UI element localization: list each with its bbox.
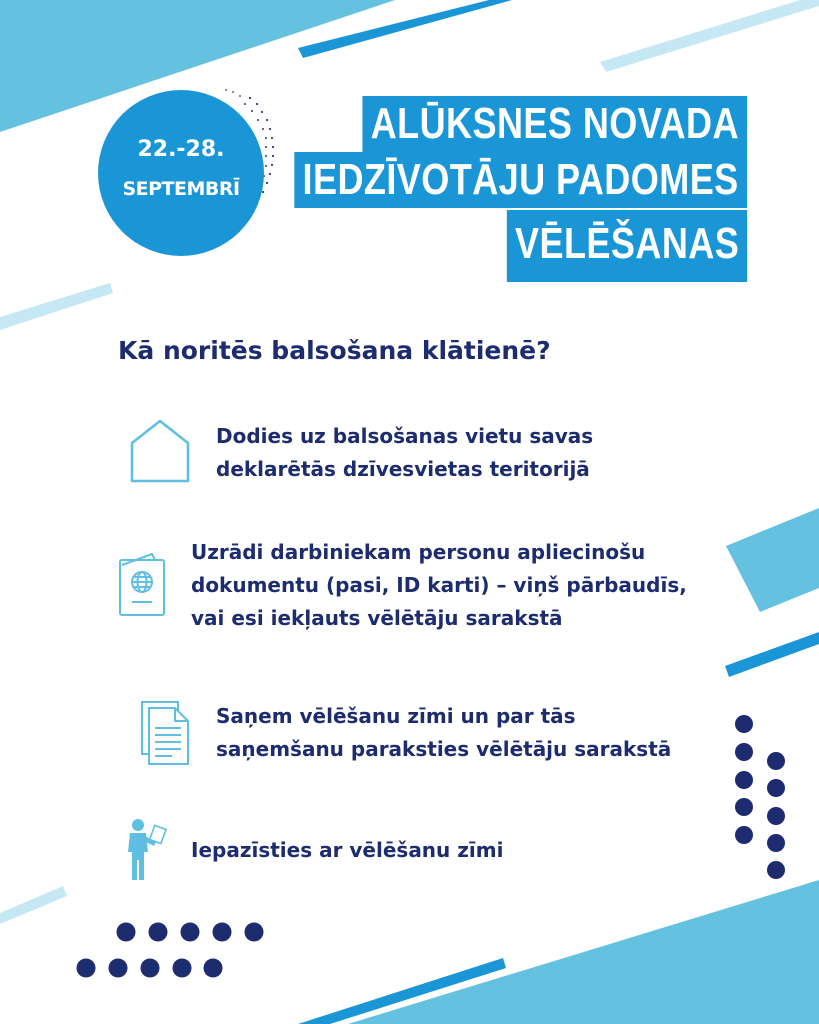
date-badge bbox=[98, 90, 264, 256]
step-3-text bbox=[216, 700, 671, 766]
step-3-line-1: Saņem vēlēšanu zīmi un par tās bbox=[216, 704, 576, 728]
house-icon bbox=[132, 421, 188, 481]
step-2-text bbox=[191, 536, 687, 635]
right-blue-stripe bbox=[725, 632, 819, 677]
step-4-text bbox=[191, 834, 503, 867]
bottom-left-pale-stripe bbox=[0, 886, 67, 924]
step-1-line-1: Dodies uz balsošanas vietu savas bbox=[216, 424, 594, 448]
top-pale-stripe bbox=[600, 0, 819, 72]
step-1-text bbox=[216, 420, 593, 486]
step-4-line-1: Iepazīsties ar vēlēšanu zīmi bbox=[191, 838, 504, 862]
right-parallelogram bbox=[726, 508, 819, 612]
step-3-line-2: saņemšanu paraksties vēlētāju sarakstā bbox=[216, 737, 672, 761]
bottom-right-triangle bbox=[348, 880, 819, 1024]
passport-icon bbox=[120, 554, 164, 615]
step-2-line-2: dokumentu (pasi, ID karti) – viņš pārbaudīs, bbox=[191, 573, 687, 597]
title-line-2: IEDZĪVOTĀJU PADOMES bbox=[294, 152, 747, 208]
title-line-1: ALŪKSNES NOVADA bbox=[362, 96, 747, 152]
right-dot-grid bbox=[735, 715, 785, 879]
page-question: Kā noritēs balsošana klātienē? bbox=[118, 336, 551, 365]
title-line-3: VĒLĒŠANAS bbox=[506, 210, 747, 282]
document-icon bbox=[142, 702, 188, 764]
step-2-line-3: vai esi iekļauts vēlētāju sarakstā bbox=[191, 606, 563, 630]
badge-month: SEPTEMBRĪ bbox=[122, 178, 240, 200]
left-pale-stripe bbox=[0, 283, 113, 330]
step-1-line-2: deklarētās dzīvesvietas teritorijā bbox=[216, 457, 590, 481]
badge-dates: 22.-28. bbox=[137, 137, 225, 162]
step-2-line-1: Uzrādi darbiniekam personu apliecinošu bbox=[191, 540, 646, 564]
bottom-dot-grid bbox=[77, 923, 264, 978]
person-reading-icon bbox=[128, 819, 166, 880]
